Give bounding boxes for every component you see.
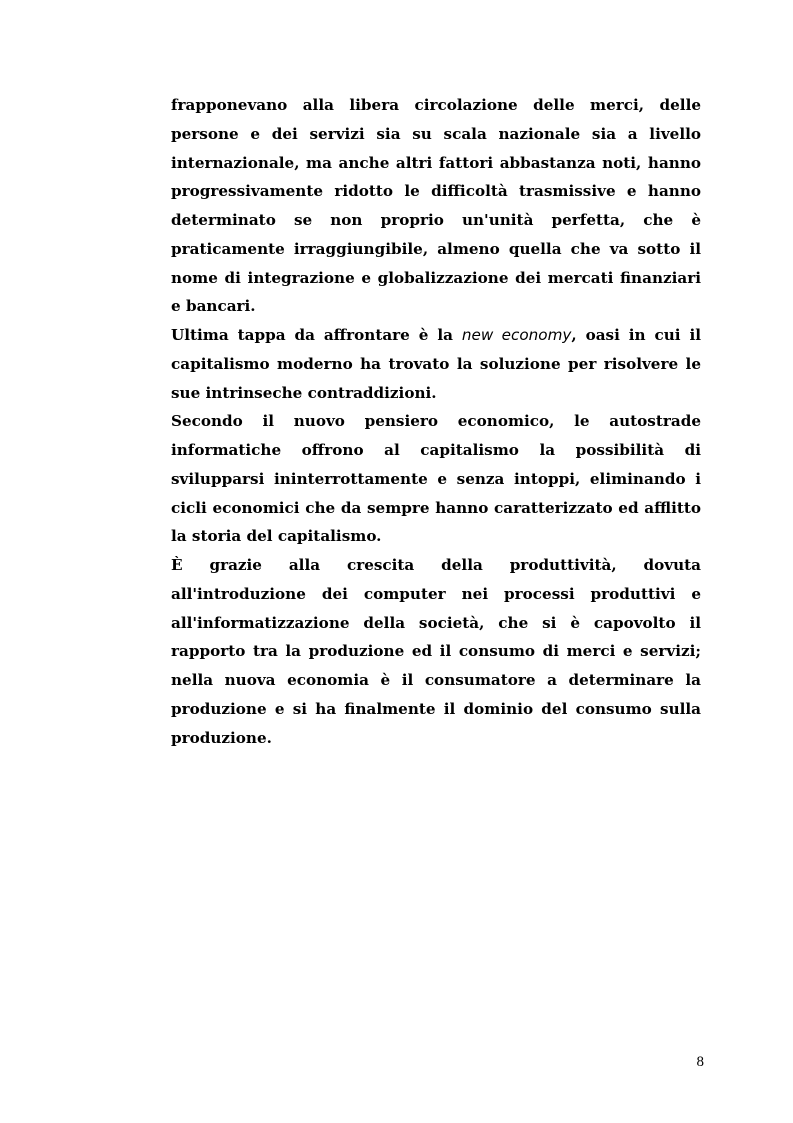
page-number: 8: [696, 1054, 704, 1070]
paragraph-4: È grazie alla crescita della produttività, dovuta all'introduzione dei computer nei processi produttivi e all'informatizzazione della società, che si è capovolto il rapporto tra la produzione ed il consumo di merci e servizi; nella nuova economia è il consumatore a determinare la produzione e si ha finalmente il dominio del consumo sulla produzione.: [171, 556, 701, 747]
new-economy-emphasis: new economy: [461, 326, 572, 344]
paragraph-3: Secondo il nuovo pensiero economico, le autostrade informatiche offrono al capitalismo la possibilità di svilupparsi ininterrottamente e senza intoppi, eliminando i cicli economici che da sempre hanno caratterizzato ed afflitto la storia del capitalismo.: [171, 412, 701, 546]
paragraph-1: frapponevano alla libera circolazione delle merci, delle persone e dei servizi sia su scala nazionale sia a livello internazionale, ma anche altri fattori abbastanza noti, hanno progressivamente ridotto le difficoltà trasmissive e hanno determinato se non proprio un'unità perfetta, che è praticamente irraggiungibile, almeno quella che va sotto il nome di integrazione e globalizzazione dei mercati finanziari e bancari.: [171, 96, 701, 316]
paragraph-2: [171, 321, 701, 407]
body-text: [171, 91, 701, 752]
paragraph-2-start: Ultima tappa da affrontare è la: [171, 326, 462, 344]
paragraph-2-end: , oasi in cui il capitalismo moderno ha trovato la soluzione per risolvere le sue intrinseche contraddizioni.: [171, 326, 702, 402]
